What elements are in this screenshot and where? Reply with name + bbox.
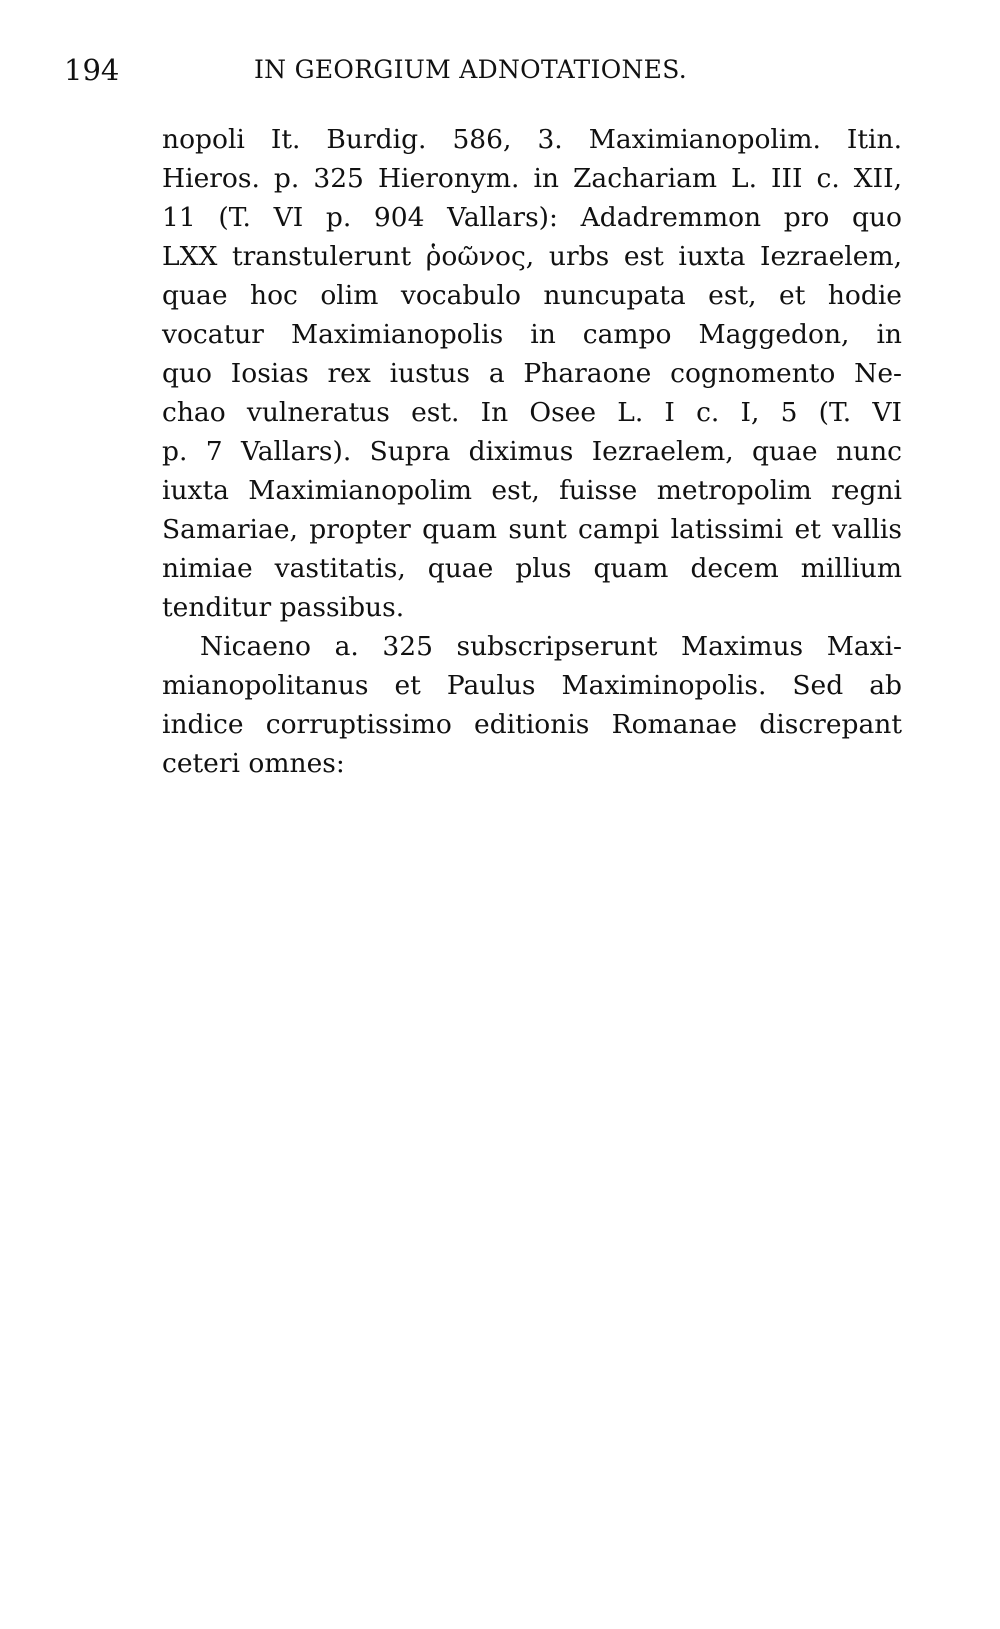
text-line: iuxta Maximianopolim est, fuisse metropolim regni <box>162 475 902 506</box>
running-title: IN GEORGIUM ADNOTATIONES. <box>254 55 688 84</box>
text-line: quae hoc olim vocabulo nuncupata est, et hodie <box>162 280 902 311</box>
text-line: quo Iosias rex iustus a Pharaone cognomento Ne- <box>162 358 902 389</box>
text-line: LXX transtulerunt ῥοῶνος, urbs est iuxta Iezraelem, <box>162 241 902 272</box>
paragraph-end-line: tenditur passibus. <box>162 592 405 623</box>
text-line: chao vulneratus est. In Osee L. I c. I, 5 (T. VI <box>162 397 902 428</box>
text-line: nimiae vastitatis, quae plus quam decem millium <box>162 553 902 584</box>
text-line: Samariae, propter quam sunt campi latissimi et vallis <box>162 514 902 545</box>
text-line: mianopolitanus et Paulus Maximinopolis. Sed ab <box>162 670 902 701</box>
paragraph-first-line: Nicaeno a. 325 subscripserunt Maximus Maxi- <box>200 631 902 662</box>
paragraph-end-line: ceteri omnes: <box>162 748 345 779</box>
body-text <box>162 120 902 783</box>
text-line: indice corruptissimo editionis Romanae discrepant <box>162 709 902 740</box>
text-line: p. 7 Vallars). Supra diximus Iezraelem, quae nunc <box>162 436 902 467</box>
text-line: Hieros. p. 325 Hieronym. in Zachariam L. III c. XII, <box>162 163 902 194</box>
running-header <box>64 50 944 90</box>
text-line: vocatur Maximianopolis in campo Maggedon, in <box>162 319 902 350</box>
text-line: 11 (T. VI p. 904 Vallars): Adadremmon pro quo <box>162 202 902 233</box>
text-line: nopoli It. Burdig. 586, 3. Maximianopolim. Itin. <box>162 124 902 155</box>
page-number: 194 <box>64 53 120 87</box>
